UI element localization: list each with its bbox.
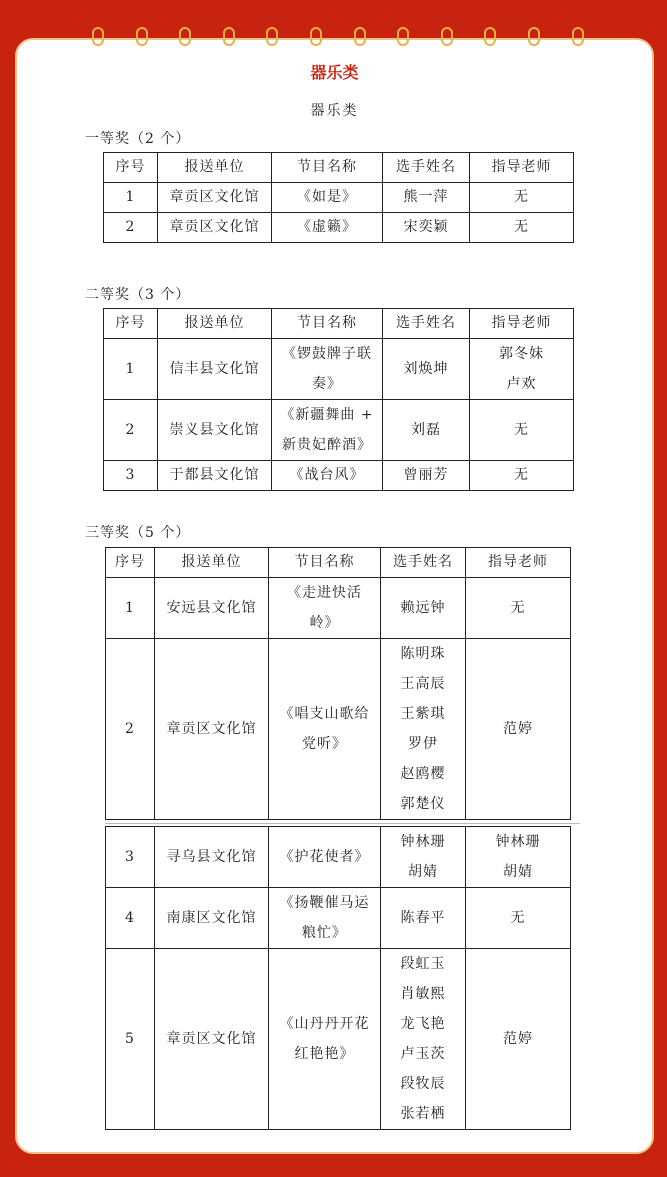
binder-ring-icon (179, 27, 191, 46)
table-row (106, 888, 571, 949)
table-header-row (106, 548, 571, 578)
cell-line: 段牧辰 (400, 1076, 446, 1092)
cell-line: 张若栖 (400, 1106, 446, 1122)
cell-line: 无 (514, 189, 529, 205)
category-subtitle: 器乐类 (310, 103, 359, 119)
second-prize-table (103, 308, 574, 491)
cell-line: 罗伊 (408, 736, 438, 752)
cell-teachers (470, 183, 574, 213)
cell-line: 岭》 (309, 615, 340, 631)
cell-line: 卢玉茨 (400, 1046, 446, 1062)
cell-no: 1 (104, 183, 158, 213)
table-header-row (104, 153, 574, 183)
cell-no: 2 (104, 400, 158, 461)
cell-players (383, 400, 470, 461)
cell-line: 龙飞艳 (400, 1016, 446, 1032)
cell-line: 章贡区文化馆 (169, 219, 260, 235)
first-prize-table (103, 152, 574, 243)
table-header-row (104, 309, 574, 339)
page-break-line (105, 823, 580, 824)
cell-line: 《走进快活 (287, 585, 362, 601)
cell-program (272, 213, 383, 243)
cell-no: 5 (106, 949, 155, 1130)
cell-players (383, 213, 470, 243)
cell-unit (158, 339, 272, 400)
table-row (104, 339, 574, 400)
cell-unit (155, 888, 269, 949)
cell-line: 寻乌县文化馆 (166, 848, 257, 865)
cell-line: 红艳艳》 (294, 1046, 355, 1062)
cell-teachers (466, 888, 571, 949)
cell-program (269, 949, 381, 1130)
cell-unit (155, 639, 269, 820)
cell-program (272, 461, 383, 491)
cell-unit (158, 213, 272, 243)
cell-teachers (470, 400, 574, 461)
table-row (106, 578, 571, 639)
column-header: 指导老师 (470, 153, 574, 183)
cell-line: 陈明珠 (400, 646, 446, 662)
first-prize-heading: 一等奖（2 个） (85, 131, 191, 147)
cell-line: 《扬鞭催马运 (279, 895, 370, 911)
cell-line: 南康区文化馆 (166, 909, 257, 926)
binder-ring-icon (528, 27, 540, 46)
column-header: 序号 (106, 548, 155, 578)
cell-unit (158, 183, 272, 213)
binder-ring-icon (136, 27, 148, 46)
cell-program (269, 827, 381, 888)
column-header: 节目名称 (269, 548, 381, 578)
column-header: 选手姓名 (381, 548, 466, 578)
cell-players (381, 949, 466, 1130)
cell-line: 胡婧 (503, 864, 533, 880)
cell-players (381, 578, 466, 639)
cell-no: 3 (106, 827, 155, 888)
cell-line: 《山丹丹开花 (279, 1016, 370, 1032)
column-header: 节目名称 (272, 309, 383, 339)
cell-players (383, 183, 470, 213)
table-row (104, 213, 574, 243)
table-row (106, 639, 571, 820)
cell-line: 卢欢 (506, 376, 537, 392)
column-header: 指导老师 (470, 309, 574, 339)
table-row (104, 400, 574, 461)
table-row (104, 461, 574, 491)
cell-line: 《唱支山歌给 (279, 706, 370, 722)
binder-ring-icon (354, 27, 366, 46)
cell-no: 2 (104, 213, 158, 243)
third-prize-table-part1 (105, 547, 571, 820)
column-header: 选手姓名 (383, 309, 470, 339)
cell-teachers (470, 461, 574, 491)
cell-line: 范婷 (503, 1030, 533, 1047)
cell-line: 宋奕颖 (403, 219, 449, 235)
cell-line: 党听》 (302, 736, 347, 752)
cell-line: 奏》 (312, 376, 342, 392)
cell-teachers (466, 578, 571, 639)
cell-teachers (470, 213, 574, 243)
column-header: 报送单位 (158, 309, 272, 339)
cell-line: 曾丽芳 (403, 467, 449, 483)
cell-line: 新贵妃醉酒》 (282, 437, 372, 453)
column-header: 指导老师 (466, 548, 571, 578)
cell-line: 赖远钟 (400, 599, 446, 616)
cell-line: 王紫琪 (400, 706, 446, 722)
cell-line: 胡婧 (408, 864, 438, 880)
column-header: 选手姓名 (383, 153, 470, 183)
cell-line: 无 (514, 219, 529, 235)
cell-line: 《新疆舞曲 + (280, 407, 374, 423)
cell-no: 1 (104, 339, 158, 400)
column-header: 报送单位 (155, 548, 269, 578)
cell-line: 无 (510, 599, 526, 616)
cell-line: 信丰县文化馆 (169, 360, 260, 377)
cell-program (272, 400, 383, 461)
table-row (106, 949, 571, 1130)
column-header: 序号 (104, 309, 158, 339)
cell-program (269, 888, 381, 949)
cell-line: 肖敏熙 (400, 986, 446, 1002)
cell-line: 郭冬妹 (499, 346, 544, 362)
cell-teachers (470, 339, 574, 400)
page-title: 器乐类 (310, 63, 359, 82)
cell-teachers (466, 949, 571, 1130)
cell-no: 1 (106, 578, 155, 639)
cell-teachers (466, 639, 571, 820)
cell-no: 4 (106, 888, 155, 949)
cell-line: 《护花使者》 (279, 848, 370, 865)
cell-line: 无 (514, 421, 529, 438)
cell-line: 刘焕坤 (403, 360, 449, 377)
cell-line: 王高辰 (400, 676, 446, 692)
column-header: 报送单位 (158, 153, 272, 183)
cell-line: 粮忙》 (302, 925, 347, 941)
column-header: 序号 (104, 153, 158, 183)
binder-ring-icon (266, 27, 278, 46)
document-card (15, 38, 654, 1154)
column-header: 节目名称 (272, 153, 383, 183)
cell-players (383, 461, 470, 491)
cell-players (381, 827, 466, 888)
cell-players (383, 339, 470, 400)
cell-no: 2 (106, 639, 155, 820)
cell-line: 《战台风》 (289, 467, 365, 483)
table-row (104, 183, 574, 213)
third-prize-heading: 三等奖（5 个） (85, 525, 191, 541)
cell-line: 段虹玉 (400, 956, 446, 972)
cell-line: 安远县文化馆 (166, 599, 257, 616)
cell-line: 无 (514, 467, 529, 483)
cell-program (269, 578, 381, 639)
cell-line: 刘磊 (411, 421, 441, 438)
cell-teachers (466, 827, 571, 888)
binder-ring-icon (92, 27, 104, 46)
cell-line: 《如是》 (297, 189, 357, 205)
cell-line: 熊一萍 (403, 189, 449, 205)
cell-program (269, 639, 381, 820)
cell-line: 《锣鼓牌子联 (282, 346, 372, 362)
cell-line: 陈春平 (400, 909, 446, 926)
table-row (106, 827, 571, 888)
cell-unit (158, 461, 272, 491)
cell-players (381, 888, 466, 949)
cell-unit (155, 827, 269, 888)
cell-line: 于都县文化馆 (169, 467, 260, 483)
cell-line: 章贡区文化馆 (166, 720, 257, 737)
binder-ring-icon (397, 27, 409, 46)
cell-unit (158, 400, 272, 461)
cell-line: 章贡区文化馆 (169, 189, 260, 205)
cell-players (381, 639, 466, 820)
second-prize-heading: 二等奖（3 个） (85, 287, 191, 303)
cell-line: 郭楚仪 (400, 796, 446, 812)
cell-program (272, 183, 383, 213)
cell-line: 崇义县文化馆 (169, 421, 260, 438)
cell-line: 章贡区文化馆 (166, 1030, 257, 1047)
binder-ring-icon (310, 27, 322, 46)
binder-ring-icon (484, 27, 496, 46)
binder-ring-icon (441, 27, 453, 46)
cell-line: 范婷 (503, 720, 533, 737)
cell-line: 钟林珊 (495, 834, 541, 850)
cell-unit (155, 949, 269, 1130)
cell-line: 《虚籁》 (297, 219, 357, 235)
cell-line: 无 (510, 909, 526, 926)
third-prize-table-part2 (105, 826, 571, 1130)
binder-rings (0, 27, 667, 49)
binder-ring-icon (223, 27, 235, 46)
cell-no: 3 (104, 461, 158, 491)
cell-program (272, 339, 383, 400)
cell-line: 钟林珊 (400, 834, 446, 850)
cell-line: 赵鸥樱 (400, 766, 446, 782)
cell-unit (155, 578, 269, 639)
binder-ring-icon (572, 27, 584, 46)
